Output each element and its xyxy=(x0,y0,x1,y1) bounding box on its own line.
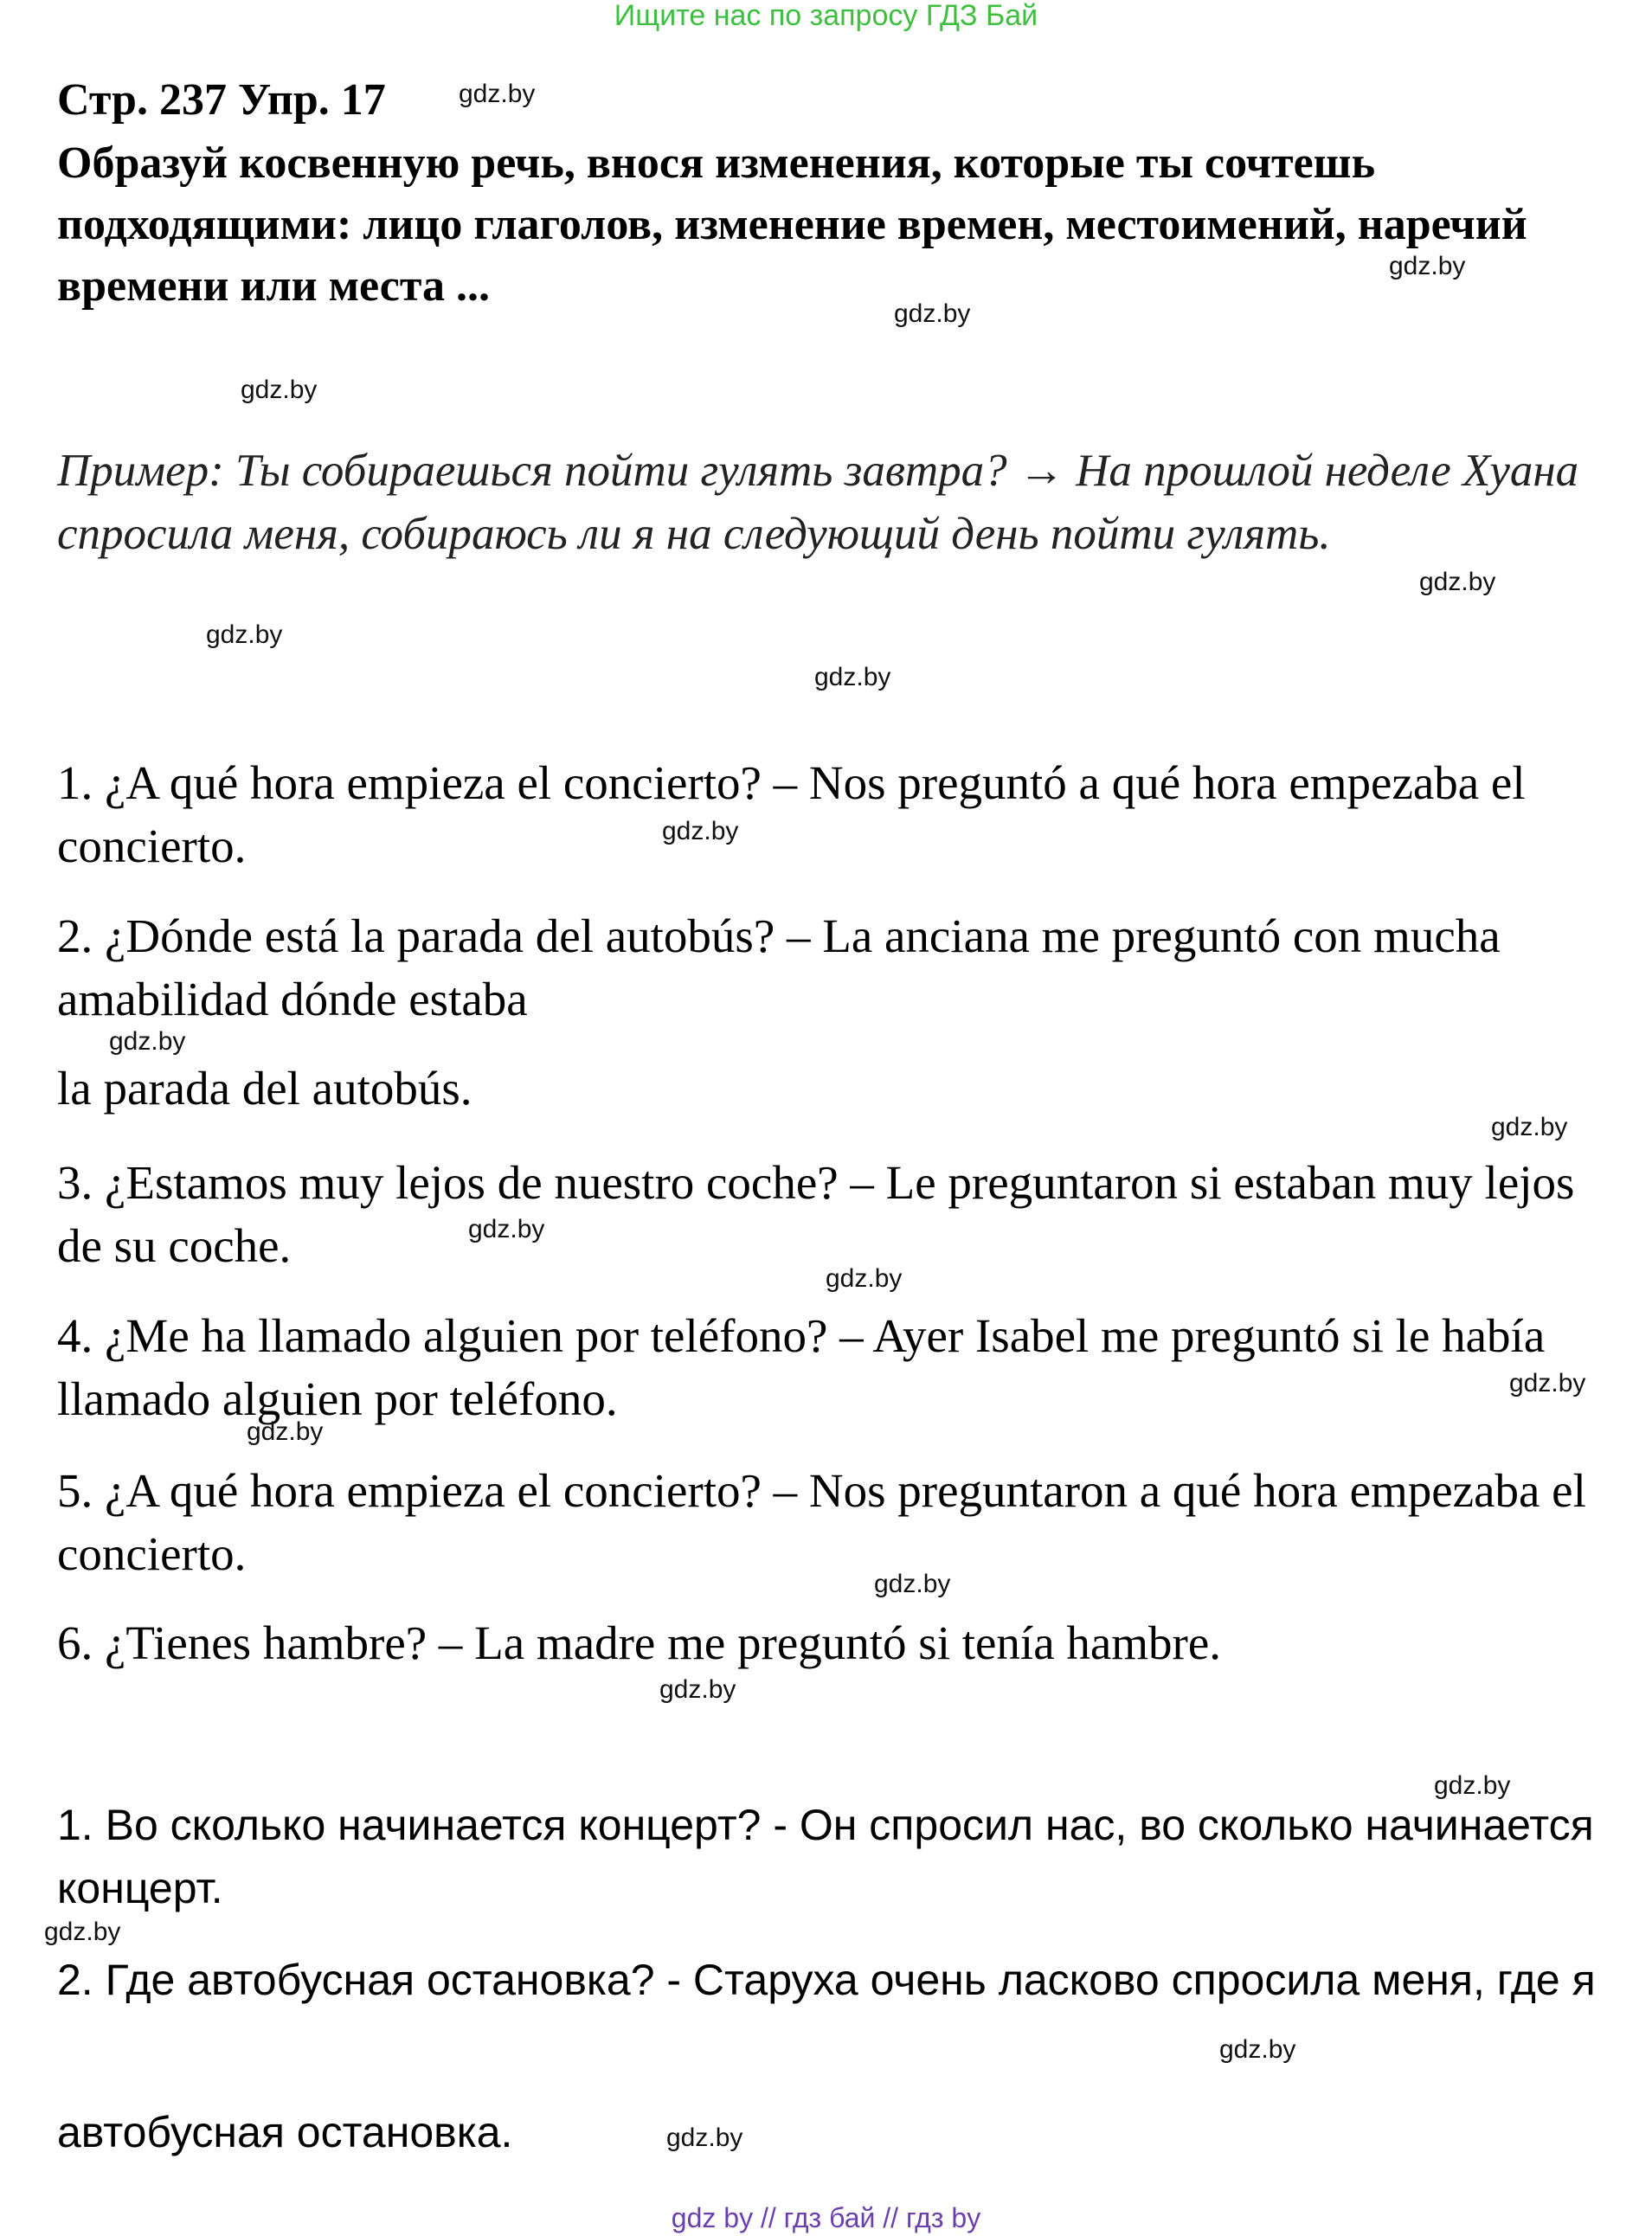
translation-item-2-continued: автобусная остановка. xyxy=(57,2108,513,2156)
watermark: gdz.by xyxy=(1491,1113,1568,1141)
watermark: gdz.by xyxy=(1434,1771,1511,1800)
exercise-item-5: 5. ¿A qué hora empieza el concierto? – Nos preguntaron a qué hora empezaba el concierto. xyxy=(57,1464,1586,1580)
watermark: gdz.by xyxy=(666,2124,743,2152)
watermark: gdz.by xyxy=(1389,252,1466,280)
example-text: Пример: Ты собираешься пойти гулять завтра? → На прошлой неделе Хуана спросила меня, собираюсь ли я на следующий день пойти гулять. xyxy=(57,446,1579,559)
exercise-item-4: 4. ¿Me ha llamado alguien por teléfono? – Ayer Isabel me preguntó si le había llamado alguien por teléfono. xyxy=(57,1309,1546,1425)
watermark: gdz.by xyxy=(241,376,318,404)
translation-item-1: 1. Во сколько начинается концерт? - Он спросил нас, во сколько начинается концерт. xyxy=(57,1801,1594,1912)
watermark: gdz.by xyxy=(459,80,536,108)
task-instruction: Образуй косвенную речь, внося изменения, которые ты сочтешь подходящими: лицо глаголов, изменение времен, местоимений, наречий времени или места ... xyxy=(57,138,1527,311)
watermark: gdz.by xyxy=(662,817,739,845)
watermark: gdz.by xyxy=(894,299,971,328)
watermark: gdz.by xyxy=(247,1417,324,1446)
exercise-item-3: 3. ¿Estamos muy lejos de nuestro coche? – Le preguntaron si estaban muy lejos de su coche. xyxy=(57,1156,1575,1272)
footer-links[interactable]: gdz by // гдз бай // гдз by xyxy=(671,2202,981,2233)
exercise-item-6: 6. ¿Tienes hambre? – La madre me preguntó si tenía hambre. xyxy=(57,1616,1222,1669)
watermark: gdz.by xyxy=(814,663,891,691)
watermark: gdz.by xyxy=(1509,1369,1586,1398)
watermark: gdz.by xyxy=(826,1264,903,1293)
watermark: gdz.by xyxy=(109,1027,186,1056)
translation-item-2: 2. Где автобусная остановка? - Старуха очень ласково спросила меня, где я xyxy=(57,1956,1596,2004)
watermark: gdz.by xyxy=(659,1675,736,1704)
exercise-item-2-continued: la parada del autobús. xyxy=(57,1062,472,1115)
search-banner[interactable]: Ищите нас по запросу ГДЗ Бай xyxy=(614,0,1038,32)
page-title: Стр. 237 Упр. 17 xyxy=(57,75,386,125)
watermark: gdz.by xyxy=(1419,568,1496,596)
exercise-item-1: 1. ¿A qué hora empieza el concierto? – Nos preguntó a qué hora empezaba el concierto. xyxy=(57,756,1526,872)
watermark: gdz.by xyxy=(1219,2035,1296,2064)
watermark: gdz.by xyxy=(206,620,283,649)
watermark: gdz.by xyxy=(44,1918,121,1946)
watermark: gdz.by xyxy=(468,1215,545,1243)
exercise-item-2: 2. ¿Dónde está la parada del autobús? – La anciana me preguntó con mucha amabilidad dónde estaba xyxy=(57,909,1501,1025)
watermark: gdz.by xyxy=(874,1570,951,1598)
